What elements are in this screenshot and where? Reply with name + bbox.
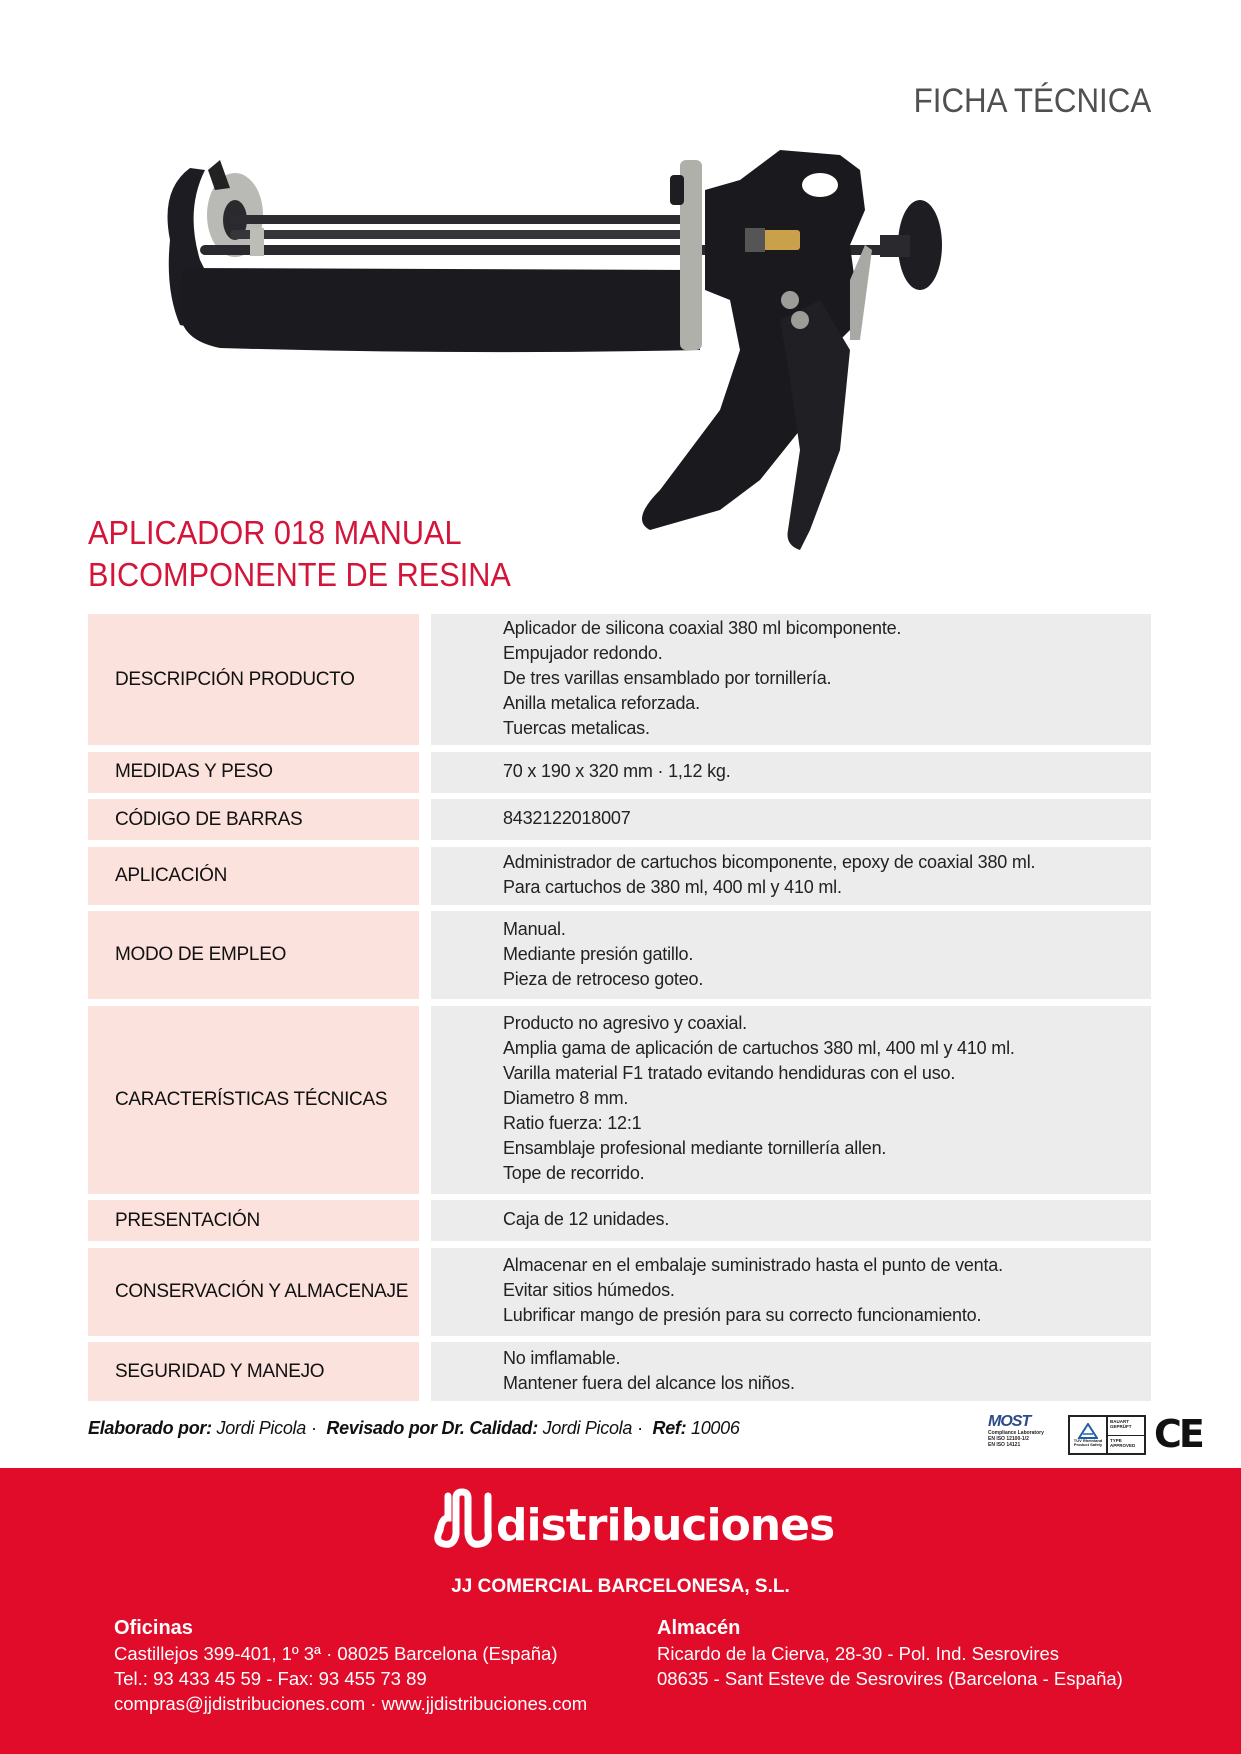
spec-value bbox=[431, 1200, 1151, 1241]
tuv-triangle-icon bbox=[1070, 1417, 1108, 1453]
spec-label: SEGURIDAD Y MANEJO bbox=[88, 1342, 419, 1401]
spec-line: De tres varillas ensamblado por tornillería. bbox=[503, 668, 832, 688]
warehouse-heading: Almacén bbox=[657, 1617, 741, 1639]
spec-line: Administrador de cartuchos bicomponente, epoxy de coaxial 380 ml. bbox=[503, 851, 1036, 872]
spec-line: Varilla material F1 tratado evitando hendiduras con el uso. bbox=[503, 1063, 956, 1083]
spec-label: APLICACIÓN bbox=[88, 847, 419, 905]
document-type-title: FICHA TÉCNICA bbox=[913, 82, 1151, 120]
spec-value bbox=[431, 752, 1151, 793]
spec-line: Tuercas metalicas. bbox=[503, 718, 650, 738]
spec-line: Para cartuchos de 380 ml, 400 ml y 410 ml. bbox=[503, 876, 842, 897]
spec-value bbox=[431, 1342, 1151, 1401]
signoff-line: Elaborado por: Jordi Picola · Revisado por Dr. Calidad: Jordi Picola · Ref: 10006 bbox=[88, 1418, 740, 1438]
spec-label: CARACTERÍSTICAS TÉCNICAS bbox=[88, 1006, 419, 1194]
spec-line: Empujador redondo. bbox=[503, 643, 663, 663]
spec-label: MEDIDAS Y PESO bbox=[88, 752, 419, 793]
most-logo-text: MOST bbox=[988, 1413, 1031, 1430]
spec-line: Pieza de retroceso goteo. bbox=[503, 968, 704, 989]
spec-line: Tope de recorrido. bbox=[503, 1163, 645, 1183]
spec-line: Lubrificar mango de presión para su correcto funcionamiento. bbox=[503, 1305, 982, 1325]
spec-value bbox=[431, 1006, 1151, 1194]
most-subtitle: Compliance Laboratory bbox=[988, 1430, 1044, 1436]
spec-row-aplicacion bbox=[88, 847, 1151, 905]
spec-line: Mantener fuera del alcance los niños. bbox=[503, 1372, 795, 1393]
spec-line: Almacenar en el embalaje suministrado hasta el punto de venta. bbox=[503, 1255, 1003, 1275]
office-email-web[interactable]: compras@jjdistribuciones.com · www.jjdistribuciones.com bbox=[114, 1693, 588, 1714]
spec-label: CÓDIGO DE BARRAS bbox=[88, 799, 419, 840]
spec-label: CONSERVACIÓN Y ALMACENAJE bbox=[88, 1248, 419, 1336]
warehouse-address-2: 08635 - Sant Esteve de Sesrovires (Barcelona - España) bbox=[657, 1668, 1123, 1689]
product-title bbox=[88, 512, 511, 596]
spec-label: PRESENTACIÓN bbox=[88, 1200, 419, 1241]
office-heading: Oficinas bbox=[114, 1617, 193, 1639]
warehouse-address-1: Ricardo de la Cierva, 28-30 - Pol. Ind. Sesrovires bbox=[657, 1643, 1060, 1664]
spec-line: No imflamable. bbox=[503, 1347, 621, 1368]
spec-value bbox=[431, 1248, 1151, 1336]
spec-value bbox=[431, 911, 1151, 999]
spec-line: Evitar sitios húmedos. bbox=[503, 1280, 675, 1300]
office-contact bbox=[114, 1616, 587, 1716]
ce-mark-icon: CE bbox=[1154, 1412, 1202, 1456]
spec-label: MODO DE EMPLEO bbox=[88, 911, 419, 999]
spec-table bbox=[88, 614, 1151, 1408]
office-address: Castillejos 399-401, 1º 3ª · 08025 Barcelona (España) bbox=[114, 1643, 558, 1664]
spec-row-codigo bbox=[88, 799, 1151, 840]
spec-line: 8432122018007 bbox=[503, 808, 631, 828]
spec-row-caracteristicas bbox=[88, 1006, 1151, 1194]
spec-row-modo-empleo bbox=[88, 911, 1151, 999]
spec-line: 70 x 190 x 320 mm · 1,12 kg. bbox=[503, 760, 731, 781]
tuv-type-approved: TYPE APPROVED bbox=[1110, 1437, 1136, 1448]
tuv-certification-logo bbox=[1068, 1415, 1146, 1455]
spec-value bbox=[431, 847, 1151, 905]
reviewed-by-label: Revisado por Dr. Calidad: bbox=[326, 1418, 538, 1438]
ref-value: 10006 bbox=[691, 1418, 740, 1438]
tuv-name: TÜV Rheinland Product Safety bbox=[1073, 1438, 1103, 1447]
most-standard-1: EN ISO 12100-1/2 bbox=[988, 1436, 1029, 1442]
brand-logo bbox=[432, 1488, 835, 1551]
spec-line: Mediante presión gatillo. bbox=[503, 943, 694, 964]
brand-wordmark: distribuciones bbox=[496, 1500, 835, 1551]
spec-row-presentacion bbox=[88, 1200, 1151, 1241]
spec-line: Aplicador de silicona coaxial 380 ml bicomponente. bbox=[503, 618, 902, 638]
spec-line: Anilla metalica reforzada. bbox=[503, 693, 700, 713]
company-footer bbox=[0, 1468, 1241, 1754]
spec-row-medidas bbox=[88, 752, 1151, 793]
ref-label: Ref: bbox=[652, 1418, 687, 1438]
spec-value bbox=[431, 614, 1151, 745]
prepared-by-name: Jordi Picola bbox=[216, 1418, 306, 1438]
product-title-line2: BICOMPONENTE DE RESINA bbox=[88, 556, 511, 593]
warehouse-contact bbox=[657, 1616, 1123, 1691]
certifications bbox=[988, 1410, 1208, 1460]
spec-line: Caja de 12 unidades. bbox=[503, 1209, 670, 1229]
most-standard-2: EN ISO 14121 bbox=[988, 1442, 1021, 1448]
company-name: JJ COMERCIAL BARCELONESA, S.L. bbox=[451, 1576, 790, 1597]
spec-row-conservacion bbox=[88, 1248, 1151, 1336]
spec-line: Ratio fuerza: 12:1 bbox=[503, 1113, 642, 1133]
most-certification-logo bbox=[988, 1414, 1056, 1448]
prepared-by-label: Elaborado por: bbox=[88, 1418, 212, 1438]
spec-line: Amplia gama de aplicación de cartuchos 380 ml, 400 ml y 410 ml. bbox=[503, 1038, 1015, 1058]
office-phone: Tel.: 93 433 45 59 - Fax: 93 455 73 89 bbox=[114, 1668, 427, 1689]
spec-line: Producto no agresivo y coaxial. bbox=[503, 1013, 747, 1033]
tuv-bauart: BAUART GEPRÜFT bbox=[1108, 1417, 1144, 1436]
spec-line: Ensamblaje profesional mediante tornillería allen. bbox=[503, 1138, 887, 1158]
spec-row-descripcion bbox=[88, 614, 1151, 745]
jj-logo-icon bbox=[432, 1488, 494, 1548]
product-title-line1: APLICADOR 018 MANUAL bbox=[88, 514, 462, 551]
spec-row-seguridad bbox=[88, 1342, 1151, 1401]
spec-line: Diametro 8 mm. bbox=[503, 1088, 629, 1108]
spec-value bbox=[431, 799, 1151, 840]
spec-label: DESCRIPCIÓN PRODUCTO bbox=[88, 614, 419, 745]
spec-line: Manual. bbox=[503, 918, 566, 939]
reviewed-by-name: Jordi Picola bbox=[542, 1418, 633, 1438]
